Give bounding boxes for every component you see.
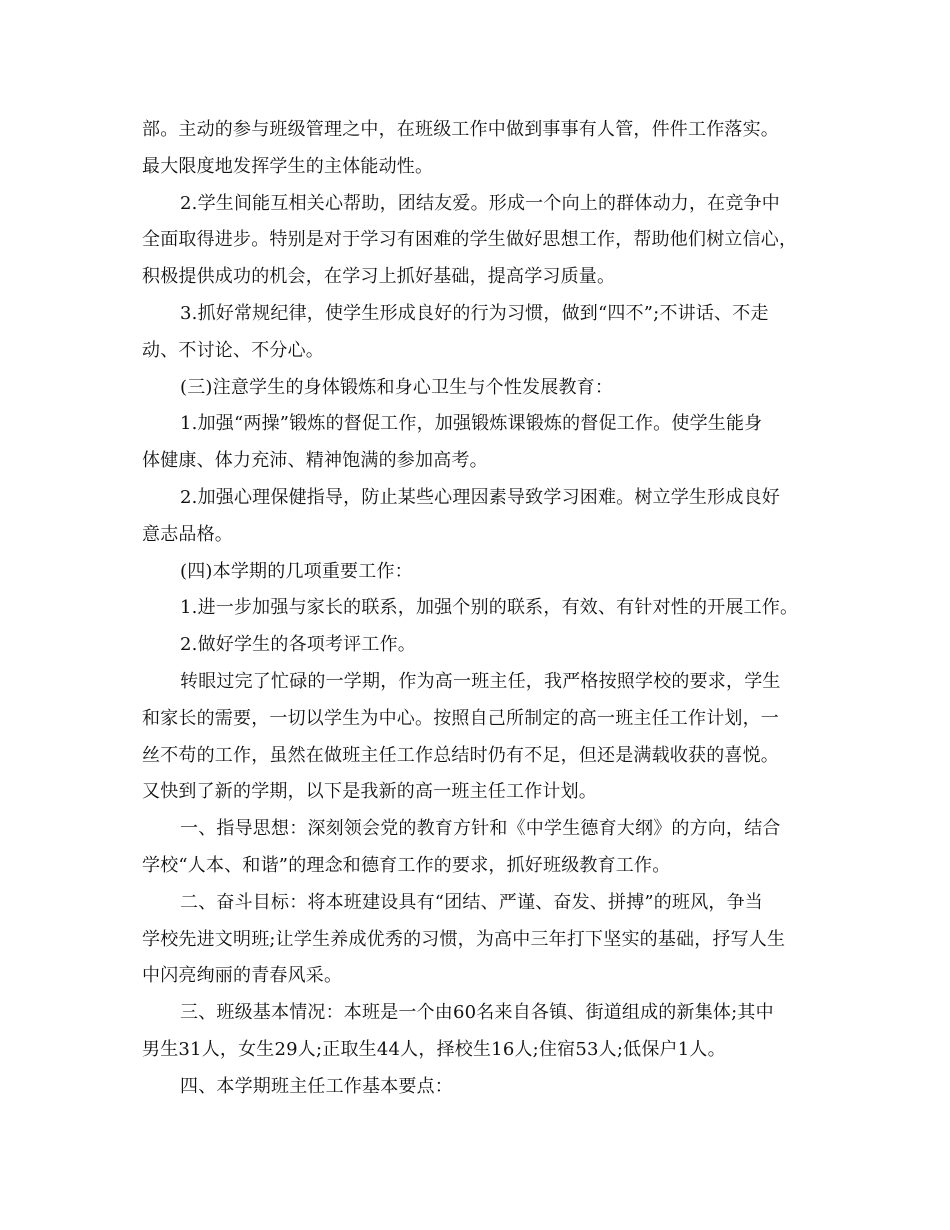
- text-line: 全面取得进步。特别是对于学习有困难的学生做好思想工作，帮助他们树立信心，: [142, 229, 798, 251]
- text-line: 3.抓好常规纪律，使学生形成良好的行为习惯，做到“四不”;不讲话、不走: [180, 302, 769, 324]
- text-line: 2.加强心理保健指导，防止某些心理因素导致学习困难。树立学生形成良好: [180, 486, 780, 508]
- text-line: 2.做好学生的各项考评工作。: [180, 634, 416, 656]
- text-line: 意志品格。: [142, 523, 233, 545]
- text-line: 动、不讨论、不分心。: [142, 339, 324, 361]
- section-heading: (三)注意学生的身体锻炼和身心卫生与个性发展教育：: [180, 376, 614, 398]
- section-heading: (四)本学期的几项重要工作：: [180, 560, 413, 582]
- section-heading: 四、本学期班主任工作基本要点：: [180, 1075, 453, 1097]
- text-line: 三、班级基本情况：本班是一个由60名来自各镇、街道组成的新集体;其中: [180, 1002, 774, 1024]
- text-line: 积极提供成功的机会，在学习上抓好基础，提高学习质量。: [142, 266, 616, 288]
- text-line: 学校先进文明班;让学生养成优秀的习惯，为高中三年打下坚实的基础，抒写人生: [142, 928, 786, 950]
- text-line: 1.加强“两操”锻炼的督促工作，加强锻炼课锻炼的督促工作。使学生能身: [180, 413, 763, 435]
- text-line: 2.学生间能互相关心帮助，团结友爱。形成一个向上的群体动力，在竞争中: [180, 192, 780, 214]
- text-line: 丝不苟的工作，虽然在做班主任工作总结时仍有不足，但还是满载收获的喜悦。: [142, 744, 779, 766]
- text-line: 和家长的需要，一切以学生为中心。按照自己所制定的高一班主任工作计划，一: [142, 707, 779, 729]
- text-line: 一、指导思想：深刻领会党的教育方针和《中学生德育大纲》的方向，结合: [180, 818, 781, 840]
- text-line: 又快到了新的学期，以下是我新的高一班主任工作计划。: [142, 781, 597, 803]
- text-line: 1.进一步加强与家长的联系，加强个别的联系，有效、有针对性的开展工作。: [180, 597, 799, 619]
- text-line: 学校“人本、和谐”的理念和德育工作的要求，抓好班级教育工作。: [142, 854, 671, 876]
- text-line: 最大限度地发挥学生的主体能动性。: [142, 155, 434, 177]
- text-line: 二、奋斗目标：将本班建设具有“团结、严谨、奋发、拼搏”的班风，争当: [180, 891, 764, 913]
- document-page: [142, 112, 808, 1106]
- text-line: 男生31人，女生29人;正取生44人，择校生16人;住宿53人;低保户1人。: [142, 1038, 726, 1060]
- text-line: 转眼过完了忙碌的一学期，作为高一班主任，我严格按照学校的要求，学生: [180, 670, 781, 692]
- text-line: 体健康、体力充沛、精神饱满的参加高考。: [142, 450, 488, 472]
- text-line: 部。主动的参与班级管理之中，在班级工作中做到事事有人管，件件工作落实。: [142, 119, 779, 140]
- text-line: 中闪亮绚丽的青春风采。: [142, 965, 343, 987]
